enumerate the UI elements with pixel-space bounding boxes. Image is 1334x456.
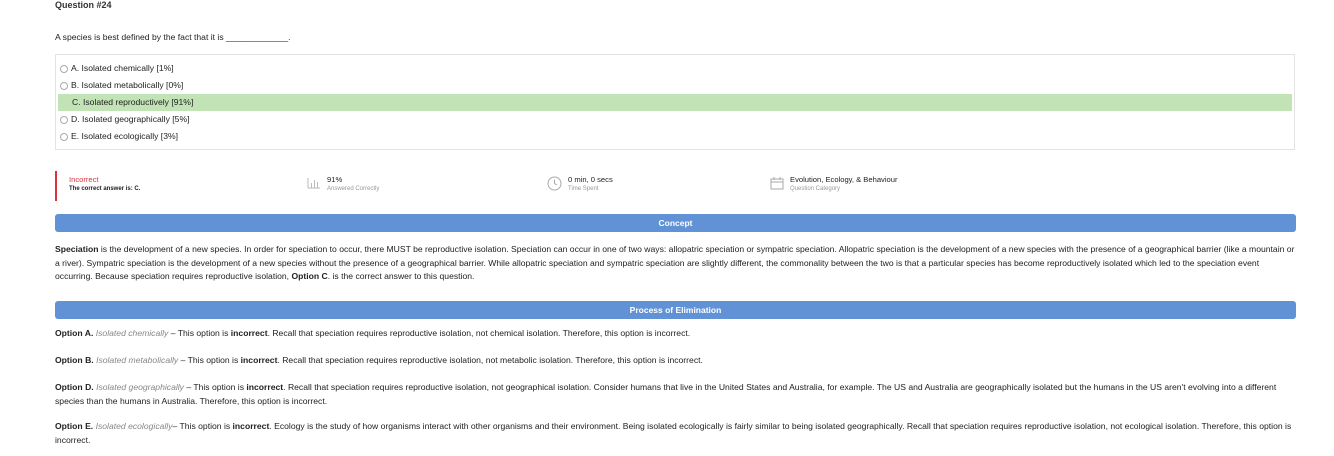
percent-label: Answered Correctly: [327, 186, 380, 192]
option-answer: Isolated geographically: [96, 382, 184, 392]
category-stat: [790, 175, 898, 192]
option-name: Option B.: [55, 355, 94, 365]
option-e[interactable]: [56, 128, 1294, 145]
option-answer: Isolated chemically: [95, 328, 169, 338]
separator: – This option is: [183, 382, 247, 392]
time-value: 0 min, 0 secs: [568, 175, 613, 184]
option-name: Option A.: [55, 328, 94, 338]
correct-answer-text: The correct answer is: C.: [69, 186, 141, 192]
elimination-option-a: [55, 327, 1295, 341]
radio-icon[interactable]: [60, 133, 68, 141]
status-indicator: [55, 171, 57, 201]
option-label: B. Isolated metabolically [0%]: [71, 80, 184, 90]
concept-answer-ref: Option C: [291, 271, 328, 281]
option-label: A. Isolated chemically [1%]: [71, 63, 174, 73]
question-number: Question #24: [55, 0, 112, 10]
option-b[interactable]: [56, 77, 1294, 94]
option-name: Option E.: [55, 421, 94, 431]
explanation: . Ecology is the study of how organisms interact with other organisms and their environment. Being isolated ecologically is fairly similar to being isolated geographically. Recall that speciation requires reproductive isolation, not ecological isolation. Therefore, this option is incorrect.: [55, 421, 1292, 445]
concept-term: Speciation: [55, 244, 99, 254]
option-answer: Isolated ecologically: [95, 421, 173, 431]
category-value: Evolution, Ecology, & Behaviour: [790, 175, 898, 184]
option-label: E. Isolated ecologically [3%]: [71, 131, 179, 141]
separator: – This option is: [178, 355, 241, 365]
percent-value: 91%: [327, 175, 343, 184]
category-label: Question Category: [790, 186, 841, 192]
option-label: D. Isolated geographically [5%]: [71, 114, 190, 124]
elimination-option-e: [55, 420, 1295, 447]
concept-heading: Concept: [55, 214, 1296, 232]
elimination-option-b: [55, 354, 1295, 368]
verdict: incorrect: [240, 355, 278, 365]
bar-chart-icon: [307, 177, 321, 189]
explanation: . Recall that speciation requires reproductive isolation, not geographical isolation. Consider humans that live in the United States and Australia, for example. The US and Australia are geographically isolated but the humans in the US aren't evolving into a different species than the humans in Australia. Therefore, this option is incorrect.: [55, 382, 1277, 406]
percent-stat: [327, 175, 379, 192]
verdict: incorrect: [230, 328, 268, 338]
result-stat: [69, 175, 140, 192]
verdict: incorrect: [232, 421, 270, 431]
radio-icon[interactable]: [60, 82, 68, 90]
explanation: . Recall that speciation requires reproductive isolation, not chemical isolation. Therefore, this option is incorrect.: [267, 328, 691, 338]
option-answer: Isolated metabolically: [96, 355, 179, 365]
separator: – This option is: [168, 328, 231, 338]
calendar-icon: [770, 176, 784, 190]
option-c[interactable]: [58, 94, 1292, 111]
separator: – This option is: [172, 421, 233, 431]
answer-options: [55, 54, 1295, 150]
radio-icon[interactable]: [60, 116, 68, 124]
explanation: . Recall that speciation requires reproductive isolation, not metabolic isolation. Therefore, this option is incorrect.: [277, 355, 703, 365]
concept-paragraph: [55, 243, 1295, 284]
elimination-heading: Process of Elimination: [55, 301, 1296, 319]
option-a[interactable]: [56, 60, 1294, 77]
option-name: Option D.: [55, 382, 94, 392]
clock-icon: [547, 176, 562, 191]
option-label: C. Isolated reproductively [91%]: [72, 97, 194, 107]
verdict: incorrect: [246, 382, 284, 392]
time-stat: [568, 175, 613, 192]
result-text: Incorrect: [69, 175, 99, 184]
elimination-option-d: [55, 381, 1295, 408]
radio-icon[interactable]: [60, 65, 68, 73]
question-text: A species is best defined by the fact that it is _____________.: [55, 32, 291, 42]
concept-body: is the development of a new species. In order for speciation to occur, there MUST be reproductive isolation. Speciation can occur in one of two ways: allopatric speciation or sympatric speciation. Allopatric speciation is the development of a new species with the presence of a geographical barrier (like a mountain or a river). Sympatric speciation is the development of a new species without the presence of a geographical barrier. While allopatric speciation and sympatric speciation are slightly different, the commonality between the two is that a particular species has become reproductively isolated which led to the speciation event occurring. Because speciation requires reproductive isolation,: [55, 244, 1295, 281]
time-label: Time Spent: [568, 186, 599, 192]
option-d[interactable]: [56, 111, 1294, 128]
concept-tail: . is the correct answer to this question.: [327, 271, 475, 281]
stats-bar: [55, 171, 1295, 201]
